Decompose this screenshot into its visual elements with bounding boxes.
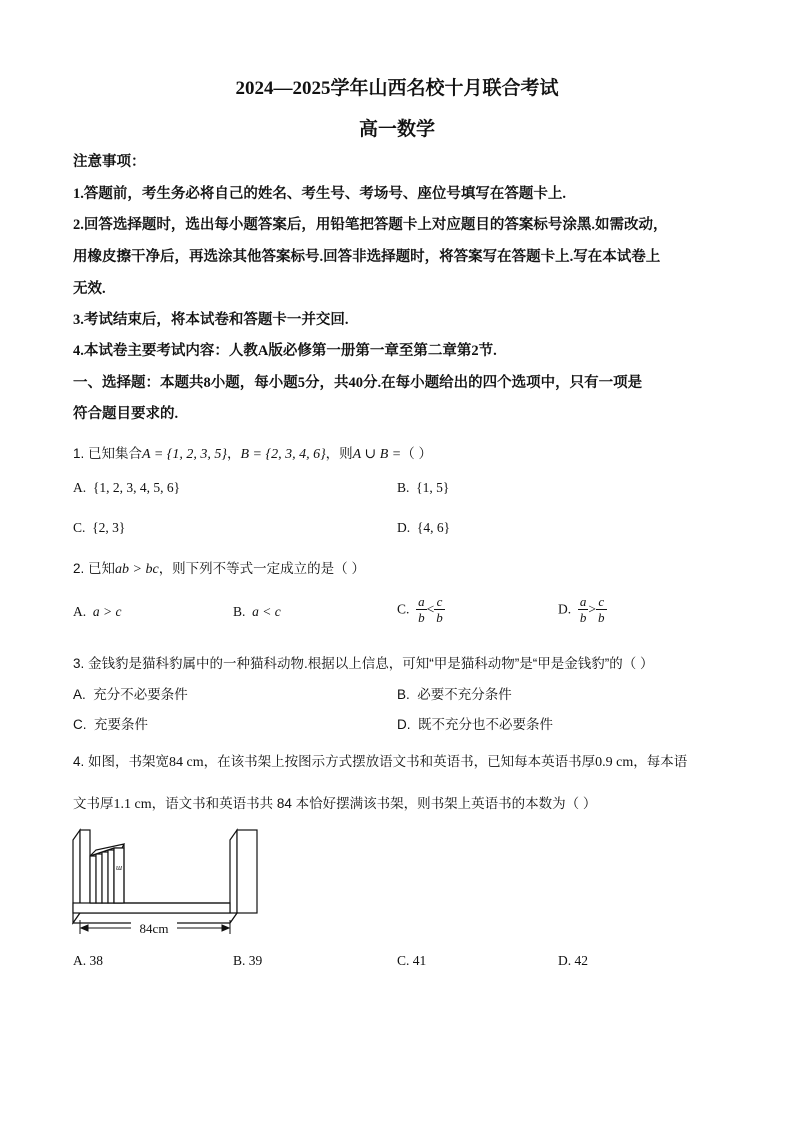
book-front — [114, 848, 124, 903]
question-4-text-b: ，在该书架上按图示方式摆放语文书和英语书，已知每本英语书厚 — [203, 754, 596, 769]
option-label: B. — [397, 687, 410, 702]
notice-item-4: 4.本试卷主要考试内容：人教A版必修第一册第一章至第二章第2节. — [73, 343, 497, 359]
question-1-answer-paren: （ ） — [401, 446, 432, 461]
option-label: D. — [397, 717, 411, 732]
book — [102, 852, 108, 903]
option-label: A. — [73, 953, 87, 968]
option-text: {1, 5} — [416, 480, 450, 495]
question-4-shelf-width: 84 cm — [169, 755, 204, 770]
comparison-operator: > — [588, 601, 596, 617]
option-label: C. — [73, 717, 87, 732]
option-text: a < c — [252, 604, 281, 619]
denominator: b — [579, 610, 587, 625]
option-text: 既不充分也不必要条件 — [418, 717, 554, 732]
question-4-text-c: ，每本语 — [633, 754, 688, 769]
option-text: 39 — [248, 953, 263, 968]
question-4-option-b[interactable] — [233, 953, 262, 969]
numerator: c — [434, 594, 445, 610]
option-text: 38 — [89, 953, 103, 968]
notice-item-3: 3.考试结束后，将本试卷和答题卡一并交回. — [73, 312, 349, 328]
notice-item-1: 1.答题前，考生务必将自己的姓名、考生号、考场号、座位号填写在答题卡上. — [73, 186, 566, 202]
notice-item-2-line-2: 用橡皮擦干净后，再选涂其他答案标号.回答非选择题时，将答案写在答题卡上.写在本试卷上 — [73, 249, 661, 265]
question-4-text-a: 4. 如图，书架宽 — [73, 754, 170, 769]
option-label: B. — [233, 604, 246, 619]
fraction-left — [416, 594, 427, 625]
option-text: 充要条件 — [94, 717, 149, 732]
question-1-expression: A ∪ B = — [352, 447, 402, 462]
question-1-separator: ， — [226, 446, 241, 461]
book-spine-mark: ш — [116, 863, 123, 872]
question-3-option-a[interactable] — [73, 683, 188, 703]
section-1-instructions-line-2: 符合题目要求的. — [73, 406, 179, 422]
subject-title: 高一数学 — [358, 119, 435, 140]
right-panel-side — [230, 830, 237, 923]
question-4-stem-line-1 — [73, 750, 687, 771]
book — [90, 856, 96, 903]
question-4-text-d: 文书厚 — [73, 796, 114, 811]
option-text: 42 — [574, 953, 588, 968]
bookshelf-figure — [68, 818, 268, 940]
notice-heading: 注意事项： — [73, 154, 146, 170]
exam-title: 2024—2025学年山西名校十月联合考试 — [235, 78, 559, 99]
denominator: b — [436, 610, 443, 625]
option-label: B. — [233, 953, 246, 968]
left-panel-front — [80, 830, 90, 913]
option-text: 41 — [412, 953, 427, 968]
question-4-stem-line-2 — [73, 792, 596, 813]
question-3-option-d[interactable] — [397, 713, 553, 733]
numerator: a — [579, 594, 587, 609]
fraction-left — [578, 594, 589, 625]
question-2-rest: ，则下列不等式一定成立的是（ ） — [158, 561, 365, 576]
notice-item-2-line-3: 无效. — [73, 281, 106, 297]
fraction-right — [434, 594, 445, 625]
question-4-option-c[interactable] — [397, 953, 426, 969]
option-label: D. — [558, 953, 572, 968]
question-3-option-b[interactable] — [397, 683, 512, 703]
option-text: 必要不充分条件 — [417, 687, 512, 702]
notice-item-2-line-1: 2.回答选择题时，选出每小题答案后，用铅笔把答题卡上对应题目的答案标号涂黑.如需改动， — [73, 217, 668, 233]
numerator: c — [596, 594, 607, 610]
option-label: B. — [397, 480, 410, 495]
question-3-stem: 3. 金钱豹是猫科豹属中的一种猫科动物.根据以上信息，可知“甲是猫科动物”是“甲是金钱豹”的（ ） — [73, 656, 654, 671]
option-label: C. — [73, 520, 86, 535]
question-3-option-c[interactable] — [73, 713, 148, 733]
shelf-base-front — [73, 903, 230, 913]
question-1-option-b[interactable] — [397, 480, 449, 496]
question-1-option-c[interactable] — [73, 520, 125, 536]
option-label: C. — [397, 601, 410, 617]
option-text: {2, 3} — [92, 520, 126, 535]
question-1-option-a[interactable] — [73, 480, 180, 496]
option-label: D. — [397, 520, 411, 535]
numerator: a — [418, 594, 425, 609]
question-1-set-a: A = {1, 2, 3, 5} — [142, 447, 227, 462]
question-1-prefix: 1. 已知集合 — [73, 446, 143, 461]
option-text: {4, 6} — [416, 520, 451, 535]
option-text: 充分不必要条件 — [93, 687, 188, 702]
comparison-operator: < — [426, 601, 435, 617]
option-label: A. — [73, 687, 86, 702]
question-2-option-b[interactable] — [233, 604, 281, 620]
book — [96, 854, 102, 903]
denominator: b — [598, 610, 605, 625]
question-4-chinese-thickness: 1.1 cm — [113, 797, 152, 812]
fraction-right — [596, 594, 607, 625]
option-label: A. — [73, 480, 87, 495]
question-1-then: ，则 — [325, 446, 353, 461]
question-4-english-thickness: 0.9 cm — [595, 755, 634, 770]
question-4-text-e: ，语文书和英语书共 84 本恰好摆满该书架，则书架上英语书的本数为（ ） — [151, 796, 597, 811]
option-text: a > c — [92, 604, 122, 619]
question-2-option-c[interactable] — [397, 594, 445, 625]
option-label: D. — [558, 601, 572, 617]
option-label: A. — [73, 604, 87, 619]
question-1-set-b: B = {2, 3, 4, 6} — [240, 447, 326, 462]
question-2-stem — [73, 557, 365, 578]
question-2-option-a[interactable] — [73, 604, 121, 620]
option-label: C. — [397, 953, 410, 968]
question-2-condition: ab > bc — [115, 562, 159, 577]
question-4-option-d[interactable] — [558, 953, 588, 969]
denominator: b — [418, 610, 425, 625]
question-2-option-d[interactable] — [558, 594, 607, 625]
question-2-prefix: 2. 已知 — [73, 561, 116, 576]
section-1-instructions-line-1: 一、选择题：本题共8小题，每小题5分，共40分.在每小题给出的四个选项中，只有一项是 — [73, 375, 643, 391]
figure-width-label: 84cm — [139, 921, 169, 936]
question-1-stem — [73, 442, 432, 463]
book — [108, 850, 114, 903]
option-text: {1, 2, 3, 4, 5, 6} — [92, 480, 181, 495]
question-4-option-a[interactable] — [73, 953, 103, 969]
right-panel-front — [237, 830, 257, 913]
question-1-option-d[interactable] — [397, 520, 450, 536]
